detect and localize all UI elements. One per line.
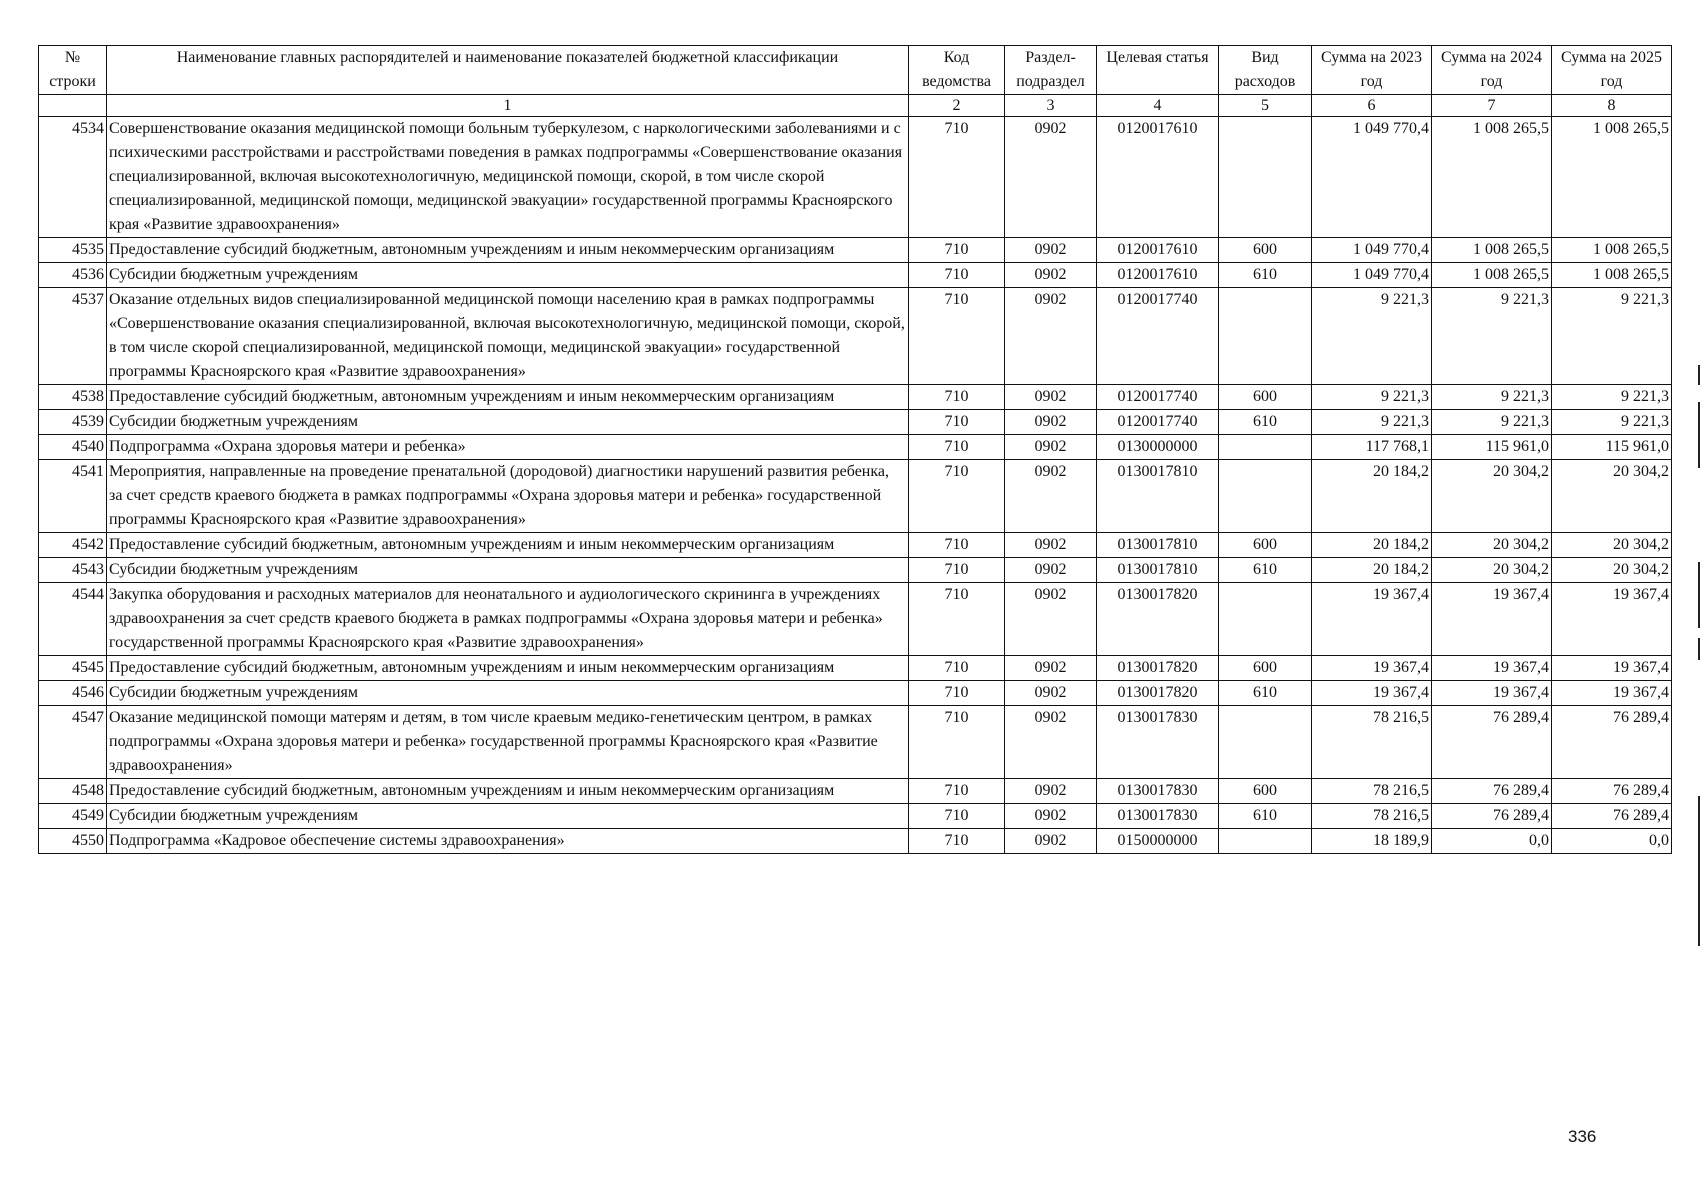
sum-2023-cell: 1 049 770,4 xyxy=(1312,238,1432,263)
expense-type-cell: 610 xyxy=(1219,558,1312,583)
margin-mark xyxy=(1698,638,1700,660)
table-header xyxy=(39,46,1672,117)
target-cell: 0130017830 xyxy=(1097,804,1219,829)
margin-mark xyxy=(1698,402,1700,468)
table-row xyxy=(39,583,1672,656)
expense-type-cell: 610 xyxy=(1219,804,1312,829)
sum-2024-cell: 76 289,4 xyxy=(1432,706,1552,779)
row-number: 4540 xyxy=(39,435,107,460)
section-cell: 0902 xyxy=(1005,779,1097,804)
target-cell: 0130017820 xyxy=(1097,681,1219,706)
target-cell: 0130017810 xyxy=(1097,533,1219,558)
dept-code-cell: 710 xyxy=(909,117,1005,238)
target-cell: 0130017830 xyxy=(1097,779,1219,804)
dept-code-cell: 710 xyxy=(909,460,1005,533)
sum-2024-cell: 20 304,2 xyxy=(1432,533,1552,558)
column-number: 8 xyxy=(1552,95,1672,117)
row-name: Субсидии бюджетным учреждениям xyxy=(107,263,909,288)
row-name: Предоставление субсидий бюджетным, автономным учреждениям и иным некоммерческим организациям xyxy=(107,238,909,263)
sum-2025-cell: 1 008 265,5 xyxy=(1552,238,1672,263)
expense-type-cell: 610 xyxy=(1219,263,1312,288)
page-number: 336 xyxy=(1568,1127,1597,1146)
table-body xyxy=(39,117,1672,854)
row-number: 4536 xyxy=(39,263,107,288)
row-name: Субсидии бюджетным учреждениям xyxy=(107,410,909,435)
sum-2023-cell: 78 216,5 xyxy=(1312,779,1432,804)
sum-2025-cell: 19 367,4 xyxy=(1552,656,1672,681)
row-number: 4544 xyxy=(39,583,107,656)
section-cell: 0902 xyxy=(1005,829,1097,854)
column-number: 3 xyxy=(1005,95,1097,117)
sum-2023-cell: 78 216,5 xyxy=(1312,706,1432,779)
row-name: Предоставление субсидий бюджетным, автономным учреждениям и иным некоммерческим организациям xyxy=(107,533,909,558)
row-name: Закупка оборудования и расходных материалов для неонатального и аудиологического скрининга в учреждениях здравоохранения за счет средств краевого бюджета в рамках подпрограммы «Охрана здоровья матери и ребенка» государственной программы Красноярского края «Развитие здравоохранения» xyxy=(107,583,909,656)
header-sum-2025: Сумма на 2025 год xyxy=(1552,46,1672,95)
sum-2023-cell: 78 216,5 xyxy=(1312,804,1432,829)
column-number: 6 xyxy=(1312,95,1432,117)
table-row xyxy=(39,263,1672,288)
section-cell: 0902 xyxy=(1005,558,1097,583)
target-cell: 0120017740 xyxy=(1097,385,1219,410)
table-row xyxy=(39,656,1672,681)
row-name: Оказание медицинской помощи матерям и детям, в том числе краевым медико-генетическим центром, в рамках подпрограммы «Охрана здоровья матери и ребенка» государственной программы Красноярского края «Развитие здравоохранения» xyxy=(107,706,909,779)
sum-2025-cell: 20 304,2 xyxy=(1552,460,1672,533)
margin-mark xyxy=(1698,365,1700,385)
header-expense-type: Вид расходов xyxy=(1219,46,1312,95)
row-number: 4550 xyxy=(39,829,107,854)
target-cell: 0130017810 xyxy=(1097,558,1219,583)
column-number-row xyxy=(39,95,1672,117)
dept-code-cell: 710 xyxy=(909,583,1005,656)
row-number: 4535 xyxy=(39,238,107,263)
sum-2023-cell: 20 184,2 xyxy=(1312,558,1432,583)
row-name: Подпрограмма «Кадровое обеспечение системы здравоохранения» xyxy=(107,829,909,854)
section-cell: 0902 xyxy=(1005,117,1097,238)
table-row xyxy=(39,288,1672,385)
expense-type-cell xyxy=(1219,460,1312,533)
sum-2024-cell: 20 304,2 xyxy=(1432,558,1552,583)
sum-2025-cell: 76 289,4 xyxy=(1552,804,1672,829)
section-cell: 0902 xyxy=(1005,263,1097,288)
sum-2023-cell: 19 367,4 xyxy=(1312,681,1432,706)
row-number: 4539 xyxy=(39,410,107,435)
budget-table-container xyxy=(38,45,1672,854)
dept-code-cell: 710 xyxy=(909,385,1005,410)
row-number: 4546 xyxy=(39,681,107,706)
row-number: 4543 xyxy=(39,558,107,583)
sum-2025-cell: 9 221,3 xyxy=(1552,385,1672,410)
section-cell: 0902 xyxy=(1005,656,1097,681)
section-cell: 0902 xyxy=(1005,460,1097,533)
sum-2024-cell: 9 221,3 xyxy=(1432,385,1552,410)
header-dept-code: Код ведомства xyxy=(909,46,1005,95)
sum-2025-cell: 76 289,4 xyxy=(1552,706,1672,779)
sum-2025-cell: 9 221,3 xyxy=(1552,410,1672,435)
expense-type-cell: 600 xyxy=(1219,779,1312,804)
sum-2023-cell: 117 768,1 xyxy=(1312,435,1432,460)
dept-code-cell: 710 xyxy=(909,681,1005,706)
sum-2024-cell: 19 367,4 xyxy=(1432,583,1552,656)
dept-code-cell: 710 xyxy=(909,533,1005,558)
dept-code-cell: 710 xyxy=(909,558,1005,583)
sum-2025-cell: 19 367,4 xyxy=(1552,681,1672,706)
section-cell: 0902 xyxy=(1005,533,1097,558)
sum-2024-cell: 76 289,4 xyxy=(1432,804,1552,829)
section-cell: 0902 xyxy=(1005,706,1097,779)
row-name: Предоставление субсидий бюджетным, автономным учреждениям и иным некоммерческим организациям xyxy=(107,385,909,410)
target-cell: 0120017610 xyxy=(1097,117,1219,238)
expense-type-cell: 600 xyxy=(1219,656,1312,681)
header-target: Целевая статья xyxy=(1097,46,1219,95)
sum-2023-cell: 20 184,2 xyxy=(1312,460,1432,533)
target-cell: 0120017610 xyxy=(1097,238,1219,263)
sum-2023-cell: 20 184,2 xyxy=(1312,533,1432,558)
target-cell: 0130000000 xyxy=(1097,435,1219,460)
sum-2025-cell: 20 304,2 xyxy=(1552,533,1672,558)
dept-code-cell: 710 xyxy=(909,288,1005,385)
sum-2024-cell: 19 367,4 xyxy=(1432,656,1552,681)
sum-2025-cell: 115 961,0 xyxy=(1552,435,1672,460)
table-row xyxy=(39,804,1672,829)
table-row xyxy=(39,533,1672,558)
section-cell: 0902 xyxy=(1005,804,1097,829)
sum-2024-cell: 0,0 xyxy=(1432,829,1552,854)
row-number: 4537 xyxy=(39,288,107,385)
row-number: 4534 xyxy=(39,117,107,238)
column-number: 7 xyxy=(1432,95,1552,117)
sum-2023-cell: 9 221,3 xyxy=(1312,288,1432,385)
expense-type-cell xyxy=(1219,829,1312,854)
dept-code-cell: 710 xyxy=(909,804,1005,829)
table-row xyxy=(39,706,1672,779)
section-cell: 0902 xyxy=(1005,681,1097,706)
sum-2023-cell: 19 367,4 xyxy=(1312,656,1432,681)
row-number: 4547 xyxy=(39,706,107,779)
row-number: 4541 xyxy=(39,460,107,533)
header-name: Наименование главных распорядителей и наименование показателей бюджетной классификации xyxy=(107,46,909,95)
sum-2024-cell: 9 221,3 xyxy=(1432,288,1552,385)
sum-2023-cell: 18 189,9 xyxy=(1312,829,1432,854)
margin-mark xyxy=(1698,796,1700,946)
column-number: 1 xyxy=(107,95,909,117)
target-cell: 0130017820 xyxy=(1097,656,1219,681)
target-cell: 0130017830 xyxy=(1097,706,1219,779)
column-number: 5 xyxy=(1219,95,1312,117)
row-name: Субсидии бюджетным учреждениям xyxy=(107,804,909,829)
sum-2025-cell: 9 221,3 xyxy=(1552,288,1672,385)
expense-type-cell xyxy=(1219,288,1312,385)
section-cell: 0902 xyxy=(1005,238,1097,263)
row-name: Субсидии бюджетным учреждениям xyxy=(107,681,909,706)
table-row xyxy=(39,238,1672,263)
column-number: 2 xyxy=(909,95,1005,117)
expense-type-cell xyxy=(1219,117,1312,238)
expense-type-cell: 600 xyxy=(1219,533,1312,558)
target-cell: 0150000000 xyxy=(1097,829,1219,854)
row-name: Оказание отдельных видов специализированной медицинской помощи населению края в рамках подпрограммы «Совершенствование оказания специализированной, включая высокотехнологичную, медицинской помощи, скорой, в том числе скорой специализированной, медицинской помощи, медицинской эвакуации» государственной программы Красноярского края «Развитие здравоохранения» xyxy=(107,288,909,385)
table-row xyxy=(39,385,1672,410)
row-name: Подпрограмма «Охрана здоровья матери и ребенка» xyxy=(107,435,909,460)
section-cell: 0902 xyxy=(1005,385,1097,410)
column-number: 4 xyxy=(1097,95,1219,117)
sum-2024-cell: 76 289,4 xyxy=(1432,779,1552,804)
table-row xyxy=(39,117,1672,238)
row-name: Субсидии бюджетным учреждениям xyxy=(107,558,909,583)
row-number: 4548 xyxy=(39,779,107,804)
row-number: 4549 xyxy=(39,804,107,829)
target-cell: 0120017740 xyxy=(1097,410,1219,435)
margin-mark xyxy=(1698,562,1700,628)
sum-2024-cell: 19 367,4 xyxy=(1432,681,1552,706)
sum-2025-cell: 1 008 265,5 xyxy=(1552,117,1672,238)
column-number xyxy=(39,95,107,117)
header-sum-2024: Сумма на 2024 год xyxy=(1432,46,1552,95)
header-row-no: № строки xyxy=(39,46,107,95)
section-cell: 0902 xyxy=(1005,583,1097,656)
sum-2025-cell: 76 289,4 xyxy=(1552,779,1672,804)
expense-type-cell: 610 xyxy=(1219,681,1312,706)
dept-code-cell: 710 xyxy=(909,410,1005,435)
budget-table xyxy=(38,45,1672,854)
row-number: 4542 xyxy=(39,533,107,558)
target-cell: 0120017740 xyxy=(1097,288,1219,385)
sum-2024-cell: 20 304,2 xyxy=(1432,460,1552,533)
table-row xyxy=(39,779,1672,804)
section-cell: 0902 xyxy=(1005,435,1097,460)
row-number: 4545 xyxy=(39,656,107,681)
sum-2025-cell: 19 367,4 xyxy=(1552,583,1672,656)
sum-2023-cell: 1 049 770,4 xyxy=(1312,117,1432,238)
expense-type-cell: 610 xyxy=(1219,410,1312,435)
target-cell: 0130017810 xyxy=(1097,460,1219,533)
expense-type-cell xyxy=(1219,435,1312,460)
expense-type-cell xyxy=(1219,583,1312,656)
sum-2024-cell: 1 008 265,5 xyxy=(1432,263,1552,288)
section-cell: 0902 xyxy=(1005,410,1097,435)
sum-2023-cell: 9 221,3 xyxy=(1312,410,1432,435)
sum-2023-cell: 9 221,3 xyxy=(1312,385,1432,410)
dept-code-cell: 710 xyxy=(909,779,1005,804)
expense-type-cell xyxy=(1219,706,1312,779)
dept-code-cell: 710 xyxy=(909,263,1005,288)
section-cell: 0902 xyxy=(1005,288,1097,385)
row-name: Совершенствование оказания медицинской помощи больным туберкулезом, с наркологическими заболеваниями и с психическими расстройствами и расстройствами поведения в рамках подпрограммы «Совершенствование оказания специализированной, включая высокотехнологичную, медицинской помощи, скорой, в том числе скорой специализированной, медицинской помощи, медицинской эвакуации» государственной программы Красноярского края «Развитие здравоохранения» xyxy=(107,117,909,238)
table-row xyxy=(39,829,1672,854)
dept-code-cell: 710 xyxy=(909,706,1005,779)
sum-2025-cell: 1 008 265,5 xyxy=(1552,263,1672,288)
table-row xyxy=(39,681,1672,706)
header-section: Раздел-подраздел xyxy=(1005,46,1097,95)
target-cell: 0120017610 xyxy=(1097,263,1219,288)
sum-2023-cell: 1 049 770,4 xyxy=(1312,263,1432,288)
sum-2025-cell: 20 304,2 xyxy=(1552,558,1672,583)
table-row xyxy=(39,435,1672,460)
sum-2025-cell: 0,0 xyxy=(1552,829,1672,854)
row-number: 4538 xyxy=(39,385,107,410)
sum-2024-cell: 1 008 265,5 xyxy=(1432,117,1552,238)
row-name: Предоставление субсидий бюджетным, автономным учреждениям и иным некоммерческим организациям xyxy=(107,656,909,681)
sum-2024-cell: 115 961,0 xyxy=(1432,435,1552,460)
table-row xyxy=(39,410,1672,435)
sum-2024-cell: 1 008 265,5 xyxy=(1432,238,1552,263)
table-row xyxy=(39,558,1672,583)
sum-2023-cell: 19 367,4 xyxy=(1312,583,1432,656)
dept-code-cell: 710 xyxy=(909,238,1005,263)
expense-type-cell: 600 xyxy=(1219,238,1312,263)
expense-type-cell: 600 xyxy=(1219,385,1312,410)
header-sum-2023: Сумма на 2023 год xyxy=(1312,46,1432,95)
row-name: Мероприятия, направленные на проведение пренатальной (дородовой) диагностики нарушений развития ребенка, за счет средств краевого бюджета в рамках подпрограммы «Охрана здоровья матери и ребенка» государственной программы Красноярского края «Развитие здравоохранения» xyxy=(107,460,909,533)
dept-code-cell: 710 xyxy=(909,435,1005,460)
row-name: Предоставление субсидий бюджетным, автономным учреждениям и иным некоммерческим организациям xyxy=(107,779,909,804)
target-cell: 0130017820 xyxy=(1097,583,1219,656)
table-row xyxy=(39,460,1672,533)
dept-code-cell: 710 xyxy=(909,656,1005,681)
sum-2024-cell: 9 221,3 xyxy=(1432,410,1552,435)
dept-code-cell: 710 xyxy=(909,829,1005,854)
